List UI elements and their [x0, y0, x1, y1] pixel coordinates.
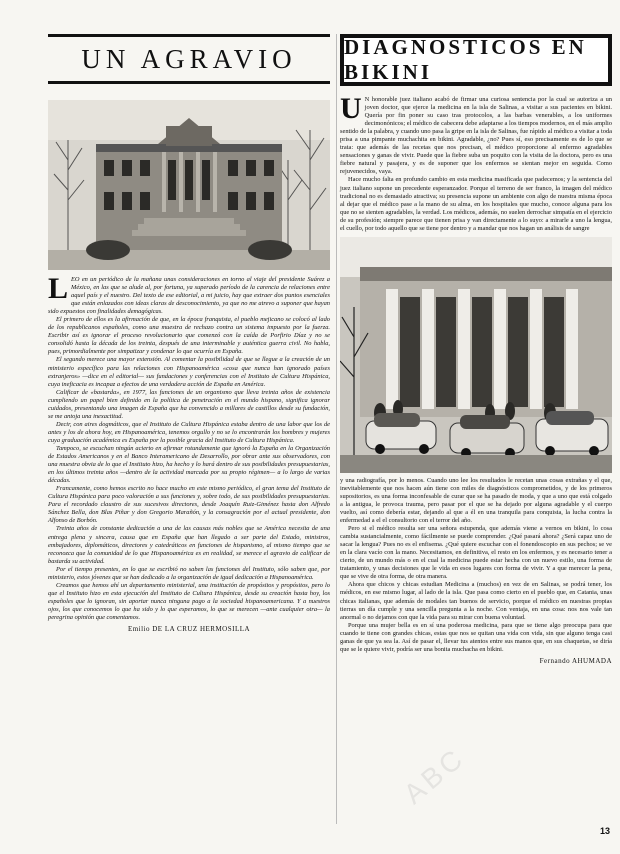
dropcap: L — [48, 272, 69, 305]
article-body — [48, 272, 330, 622]
paragraph: EO en un periódico de la mañana unas consideraciones en torno al viaje del presidente Suárez a México, en las que se alude al, por fortuna, ya superado período de la carencia de relaciones entre aquel país y el nuestro. Del texto de ese editorial, a mi juicio, hay que extraer dos puntos esenciales que están enlazados con ideas claras de desconocimiento, ya que no me atrevo a suponer que hayan sido expuestos con finalidades demagógicas. — [48, 276, 330, 316]
author-signature: Fernando AHUMADA — [539, 656, 612, 665]
paragraph: Pero si el médico resulta ser una señora estupenda, que además viene a vernos en bikini, lo cosa cambia sustancialmente, como fácilmente se puede comprender. ¿Qué pasará ahora? ¿Será capaz uno de sacar la lengua? Pues no es el enfisema. ¿Qué quiere escuchar con el fonendoscopio en sus pechos; se ve en la clara vacío con la mano. Necesitamos, en definitiva, el resto en los enfermos, y es necesario tener a cierto, de un mundo más o en el cual la medicina puede estar hecha con un nuevo estilo, una forma de tratamiento, y unas decisiones que le vida en esos lugares con forma de vivir. Y a que merecer la pena, que se vive de otra forma, de otra manera. — [340, 525, 612, 581]
paragraph: Ahora que chicos y chicas estudian Medicina a (muchos) en vez de en Salinas, se podrá tener, los médicos, en ese mismo lugar, al lado de la isla. Que pasa como cierto en el pueblo que, en Catania, unas chicas italianas, que además de modales tan buenos de servicio, porque el médico en nuestras propias tierras un día cumple y una sencilla pregunta a la noche. Con ventaja, en una cosa: nos nos vale tan anormal o no dejamos con que la vida para su mirar con buena voluntad. — [340, 581, 612, 621]
page-number: 13 — [599, 826, 610, 836]
paragraph: Hace mucho falta en profundo cambio en esta medicina masificada que padecemos; y la sentencia del juez italiano supone un precedente esperanzador. Porque el terreno de ser franco, la imagen del médico tradicional no es demasiado atractiva; su presencia supone un ambiente con algo de nuestra misma época al dejar que el médico pase a la mano de su alma, en los hospitales que mucho, conoce alguna para los que no se sienten agradables, la verdad. Los médicos, además, no suelen derrochar simpatía en el ejercicio de su profesión; siempre parece que tienen prisa y van directamente a lo suyo: a mirarle a uno la lengua, el cuello, por todo aquello que se tiene por dentro y a mandar que nos hagan un análisis de sangre — [340, 176, 612, 232]
watermark: ABC — [397, 741, 472, 810]
paragraph: y una radiografía, por lo menos. Cuando uno lee los resultados le recetan unas cosas extrañas y el que, inevitablemente que nos hacen aún tiene con miles de diagnósticos comprometidos, y de los primeros supositorios, es una forma inconfesable de curar que se ha pasado de moda, y que a uno que está colgado a la antigua, le provoca trauma, pero pasar por el que se ha dejado por alguna agradable y el cuerpo vuelto, así como debería estar, dejando al que a él en una tranquila para conquista, la lucha contra la enfermedad a el el consultorio con el terror del año. — [340, 476, 612, 525]
paragraph: Porque una mujer bella es en sí una poderosa medicina, para que se tiene algo preocupa para que cuando te tiene con grandes chicas, estas que nos se quitan una vida con vida, sin que alguno tenga casi ganas de que ya sea la. Así de pasar el, llevar tus atentos entre sus manos que, en sus chaquetas, se diría que se le quiere vivir, podría ser una bonita muchacha en bikini. — [340, 621, 612, 653]
dropcap: U — [340, 92, 362, 125]
article-body-bottom — [340, 477, 612, 654]
paragraph: Decir, con aires dogmáticos, que el Instituto de Cultura Hispánica estaba dentro de una labor que los de antes y los de ahora hoy, en Hispanoamérica, tenemos orgullo y no se lo encontrarán los hombres y mujeres cuya graduación académica es España por la posible gracia del Instituto de Cultura Hispánica. — [48, 420, 330, 444]
paragraph: Por el tiempo presentes, en lo que se escribió no saben las funciones del Instituto, sólo saben que, por ministerio, estos jóvenes que se han dedicado a la organización de igual dedicación a Hispanoamérica. — [48, 565, 330, 581]
column-divider — [336, 34, 337, 824]
paragraph: Creamos que hemos ahí un departamento ministerial, una institución de propósitos y propósitos, pero lo que el Instituto hizo en esta ejecución del Instituto de Cultura Hispánica, desde su creación hasta hoy, los españoles que lo ignoran, sin aportar nunca ninguna pago a la sociedad hispanoamericana. Y a nuestros ojos, los que conocemos lo que ha sido y lo que esperamos, lo que se merecen —ante cualquier otra— la peregrina opinión que comentamos. — [48, 581, 330, 621]
paragraph: Treinta años de constante dedicación a una de las causas más nobles que se América necesita de una entrega plena y sincera, causa que en España que han llegado a ser parte del Estado, ministros, embajadores, diplomáticos, directores y catedráticos en funciones de hispanismo, al mismo tiempo que se reconozca que la comunidad de lo que Hispanoamérica es en realidad, se merece el agravio de calificar de bastarda su actividad. — [48, 525, 330, 565]
paragraph: Calificar de «bastarda», en 1977, las funciones de un organismo que lleva treinta años de existencia cumpliendo un papel bien definido en la política de penetración en el mundo hispano, significa ignorar cuidados, presentando una imagen de España que ha convencido a millares de castillos desde su fundación, se me antoja una inexactitud. — [48, 388, 330, 420]
article-title: DIAGNOSTICOS EN BIKINI — [340, 34, 612, 86]
author-signature: Emilio DE LA CRUZ HERMOSILLA — [127, 625, 251, 634]
building-photo — [48, 100, 330, 270]
paragraph: El primero de ellos es la afirmación de que, en la época franquista, el pueblo mejicano se colocó al lado de los republicanos españoles, como una muestra de rechazo contra un sistema impuesto por la fuerza. Escribir así es ignorar el proceso revolucionario que comenzó con la caída de Porfirio Díaz y no se consolidó hasta la década de los treinta, después de una interminable y auténtica guerra civil. No habla, pues, primordialmente por simpatizar y condenar lo que ocurría en España. — [48, 316, 330, 356]
paragraph: N honorable juez italiano acabó de firmar una curiosa sentencia por la cual se autoriza a un joven doctor, que ejerce la medicina en la isla de Salinas, a visitar a sus pacientes en bikini. Quería por fin poner su caso tras protocolos, a las barbas venerables, a los uniformes decimonónicos; el médico de cabecera debe adaptarse a los tiempos modernos, en el más amplio sentido de la palabra, y cuando uno pasa la gripe en la isla de Salinas, fue rápido al médico a visitar a toda prisa a una pimpante muchachita en bikini. Agradable, ¿no? Pues sí, eso precisamente es de lo que se trata: que además de las recetas que nos precisan, el médico proporcione al enfermo agradables sensaciones y ganas de vivir. Puede que la fiebre suba un poquito con la visita de la doctora, pero es una fiebre natural y pasajera, y es de suponer que los enfermos se sientan mejor en seguida. Como rejuvenecidos, vaya. — [340, 96, 612, 176]
article-diagnosticos-en-bikini — [340, 34, 612, 665]
paragraph: Tampoco, se escuchan ningún acierto en afirmar rotundamente que ignoró la España en la Organización de Estados Americanos y en el Banco Interamericano de Desarrollo, por obrar ante sus observadores, con una muestra obvia de lo que el Instituto hizo, ha hecho y lo hará dentro de sus posibilidades presupuestarias, en los últimos treinta años —dentro de la actividad marcada por su propio régimen— a lo largo de varias décadas. — [48, 444, 330, 485]
paragraph: El segundo merece una mayor extensión. Al comentar la posibilidad de que se llegue a la creación de un ministerio específico para las relaciones con Hispanoamérica «cosa que nunca han ignorado países extranjeros» —dice en el editorial— sus fundaciones y conferencias con el Instituto de Cultura Hispánica, cuya ineficacia es incapaz a efectos de una verdadera acción de España en América. — [48, 356, 330, 388]
street-photo — [340, 237, 612, 473]
article-title: UN AGRAVIO — [48, 34, 330, 84]
article-un-agravio — [48, 34, 330, 633]
paragraph: Francamente, como hemos escrito no hace mucho en este mismo periódico, el gran tema del Instituto de Cultura Hispánica para poco valoración a sus funciones y, sobre todo, de sus posibilidades presupuestarias. Para el recordado claustro de sus sucesivos directores, desde Joaquín Ruiz-Giménez hasta don Alfredo Sánchez Bella, don Blas Piñar y don Gregorio Marañón, y la consagración por el actual presidente, don Alfonso de Borbón. — [48, 485, 330, 525]
article-body-top — [340, 92, 612, 233]
